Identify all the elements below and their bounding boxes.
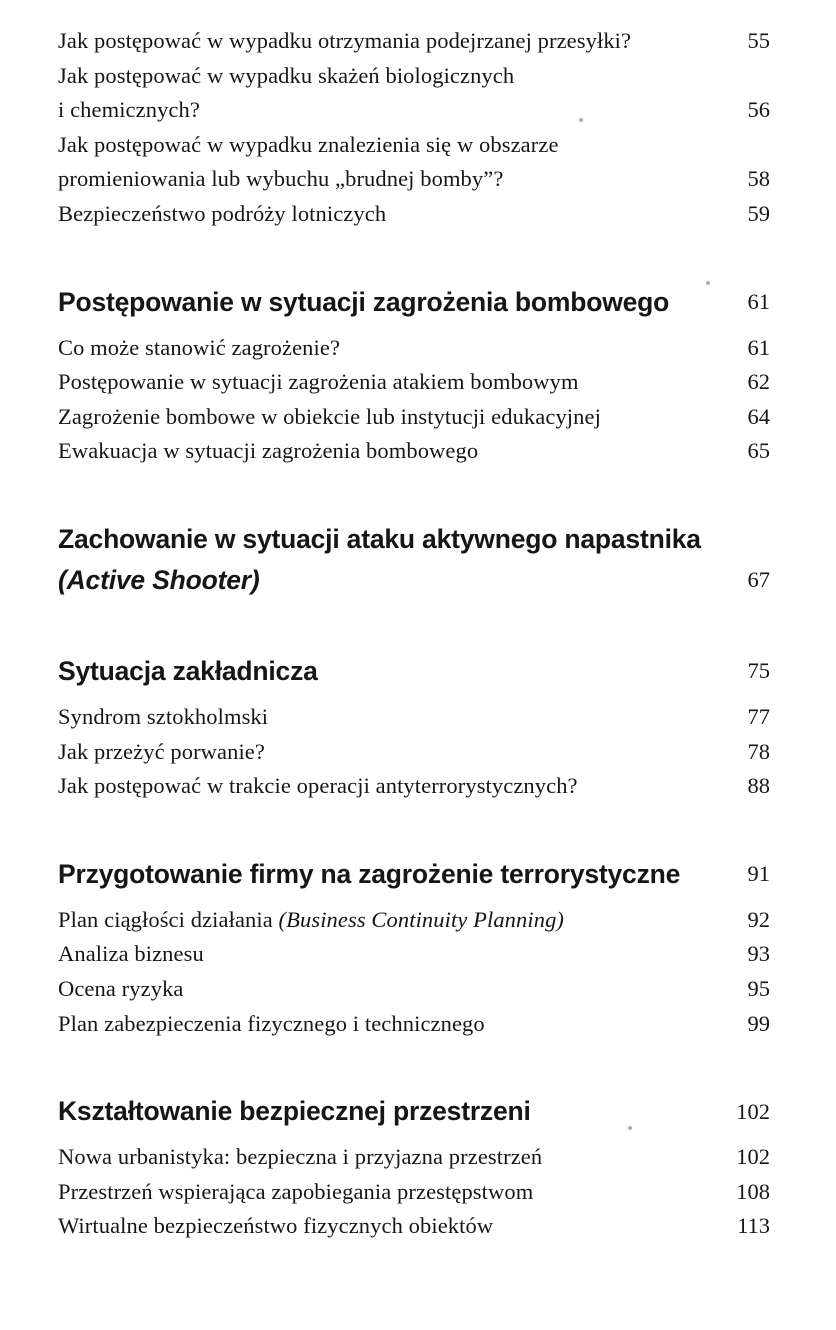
toc-text-segment: Nowa urbanistyka: bezpieczna i przyjazna przestrzeń	[58, 1144, 543, 1170]
toc-item-row	[58, 365, 770, 400]
toc-item-row	[58, 434, 770, 469]
toc-item-row	[58, 128, 770, 197]
page-number: 102	[736, 1098, 770, 1124]
toc-item-row	[58, 700, 770, 735]
toc-line	[58, 560, 714, 601]
toc-entry-text	[58, 331, 714, 366]
toc-text-segment: Ewakuacja w sytuacji zagrożenia bombowego	[58, 438, 479, 464]
toc-item-row	[58, 903, 770, 938]
toc-line	[58, 93, 714, 128]
toc-line	[58, 1175, 714, 1210]
toc-line	[58, 1091, 714, 1132]
page-number: 59	[747, 200, 770, 226]
toc-text-segment: Plan ciągłości działania	[58, 906, 279, 932]
toc-entry-text	[58, 197, 714, 232]
toc-text-segment: Syndrom sztokholmski	[58, 703, 269, 729]
toc-section	[58, 24, 770, 232]
toc-item-row	[58, 24, 770, 59]
toc-heading-row	[58, 854, 770, 895]
toc-entry-text	[58, 735, 714, 770]
toc-line	[58, 434, 714, 469]
toc-text-segment: promieniowania lub wybuchu „brudnej bomby”?	[58, 166, 504, 192]
page-number: 92	[747, 906, 770, 932]
toc-line	[58, 331, 714, 366]
toc-item-row	[58, 972, 770, 1007]
toc-entry-text	[58, 59, 714, 128]
toc-line	[58, 1007, 714, 1042]
page-number: 91	[747, 861, 770, 887]
toc-item-row	[58, 735, 770, 770]
toc-entry-text	[58, 365, 714, 400]
toc-line	[58, 282, 714, 323]
toc-text-segment: Przygotowanie firmy na zagrożenie terrorystyczne	[58, 858, 681, 889]
page-number: 113	[737, 1213, 770, 1239]
toc-line	[58, 735, 714, 770]
toc-text-segment: Przestrzeń wspierająca zapobiegania przestępstwom	[58, 1178, 534, 1204]
page-number: 77	[747, 703, 770, 729]
toc-text-segment: Jak postępować w trakcie operacji antyterrorystycznych?	[58, 773, 578, 799]
toc-entry-text	[58, 128, 714, 197]
toc-entry-text	[58, 1209, 714, 1244]
toc-heading-row	[58, 651, 770, 692]
toc-entry-text	[58, 1175, 714, 1210]
toc-text-segment: (Active Shooter)	[58, 564, 260, 595]
toc-text-segment: (Business Continuity Planning)	[278, 906, 565, 932]
page-number: 56	[747, 97, 770, 123]
toc-section	[58, 1091, 770, 1244]
toc-entry-text	[58, 1091, 714, 1132]
toc-text-segment: Jak postępować w wypadku znalezienia się w obszarze	[58, 131, 559, 157]
toc-text-segment: Analiza biznesu	[58, 941, 204, 967]
toc-item-row	[58, 1007, 770, 1042]
page-number: 99	[747, 1010, 770, 1036]
page-number: 108	[736, 1178, 770, 1204]
toc-entry-text	[58, 700, 714, 735]
toc-text-segment: Ocena ryzyka	[58, 975, 184, 1001]
page-number: 102	[736, 1144, 770, 1170]
toc-entry-text	[58, 434, 714, 469]
toc-section	[58, 282, 770, 469]
page-number: 64	[747, 403, 770, 429]
page-number: 95	[747, 975, 770, 1001]
toc-entry-text	[58, 651, 714, 692]
toc-item-row	[58, 400, 770, 435]
toc-text-segment: Kształtowanie bezpiecznej przestrzeni	[58, 1096, 531, 1127]
toc-line	[58, 903, 714, 938]
toc-line	[58, 59, 714, 94]
toc-text-segment: Jak postępować w wypadku otrzymania podejrzanej przesyłki?	[58, 28, 632, 53]
toc-line	[58, 1140, 714, 1175]
toc-line	[58, 365, 714, 400]
toc-text-segment: Postępowanie w sytuacji zagrożenia bombowego	[58, 286, 670, 317]
toc-entry-text	[58, 903, 714, 938]
toc-item-row	[58, 769, 770, 804]
toc-text-segment: Jak postępować w wypadku skażeń biologicznych	[58, 62, 515, 88]
toc-line	[58, 519, 714, 560]
toc-text-segment: Bezpieczeństwo podróży lotniczych	[58, 200, 387, 226]
toc-heading-row	[58, 519, 770, 601]
toc-entry-text	[58, 937, 714, 972]
toc-section	[58, 854, 770, 1041]
toc-heading-row	[58, 1091, 770, 1132]
toc-text-segment: Sytuacja zakładnicza	[58, 655, 318, 686]
page-number: 78	[747, 738, 770, 764]
page-number: 58	[747, 166, 770, 192]
toc-entry-text	[58, 400, 714, 435]
toc-text-segment: Jak przeżyć porwanie?	[58, 738, 265, 764]
toc-entry-text	[58, 1007, 714, 1042]
toc-item-row	[58, 331, 770, 366]
toc-item-row	[58, 1140, 770, 1175]
page-number: 88	[747, 773, 770, 799]
toc	[58, 24, 770, 1244]
page-number: 93	[747, 941, 770, 967]
toc-line	[58, 854, 714, 895]
toc-entry-text	[58, 519, 714, 601]
toc-entry-text	[58, 972, 714, 1007]
toc-line	[58, 162, 714, 197]
toc-entry-text	[58, 769, 714, 804]
toc-entry-text	[58, 282, 714, 323]
toc-line	[58, 769, 714, 804]
scan-speck	[706, 281, 710, 285]
toc-line	[58, 972, 714, 1007]
toc-line	[58, 24, 714, 59]
toc-text-segment: Zachowanie w sytuacji ataku aktywnego napastnika	[58, 523, 701, 554]
page-number: 75	[747, 658, 770, 684]
toc-line	[58, 700, 714, 735]
toc-item-row	[58, 937, 770, 972]
toc-text-segment: Plan zabezpieczenia fizycznego i technicznego	[58, 1010, 485, 1036]
page-number: 62	[747, 369, 770, 395]
toc-line	[58, 400, 714, 435]
toc-line	[58, 197, 714, 232]
scan-speck	[579, 118, 583, 122]
toc-text-segment: Co może stanowić zagrożenie?	[58, 334, 341, 360]
toc-line	[58, 937, 714, 972]
toc-line	[58, 1209, 714, 1244]
toc-item-row	[58, 1209, 770, 1244]
page-number: 61	[747, 334, 770, 360]
page-number: 55	[747, 28, 770, 53]
toc-text-segment: Zagrożenie bombowe w obiekcie lub instytucji edukacyjnej	[58, 403, 601, 429]
toc-entry-text	[58, 24, 714, 59]
toc-section	[58, 519, 770, 601]
toc-entry-text	[58, 854, 714, 895]
toc-heading-row	[58, 282, 770, 323]
toc-text-segment: Wirtualne bezpieczeństwo fizycznych obiektów	[58, 1213, 494, 1239]
toc-section	[58, 651, 770, 804]
page-number: 65	[747, 438, 770, 464]
toc-text-segment: Postępowanie w sytuacji zagrożenia atakiem bombowym	[58, 369, 579, 395]
toc-line	[58, 651, 714, 692]
page-number: 67	[747, 567, 770, 593]
toc-item-row	[58, 1175, 770, 1210]
page-number: 61	[747, 288, 770, 314]
scan-speck	[628, 1126, 632, 1130]
toc-line	[58, 128, 714, 163]
toc-item-row	[58, 197, 770, 232]
toc-text-segment: i chemicznych?	[58, 97, 200, 123]
toc-item-row	[58, 59, 770, 128]
toc-entry-text	[58, 1140, 714, 1175]
